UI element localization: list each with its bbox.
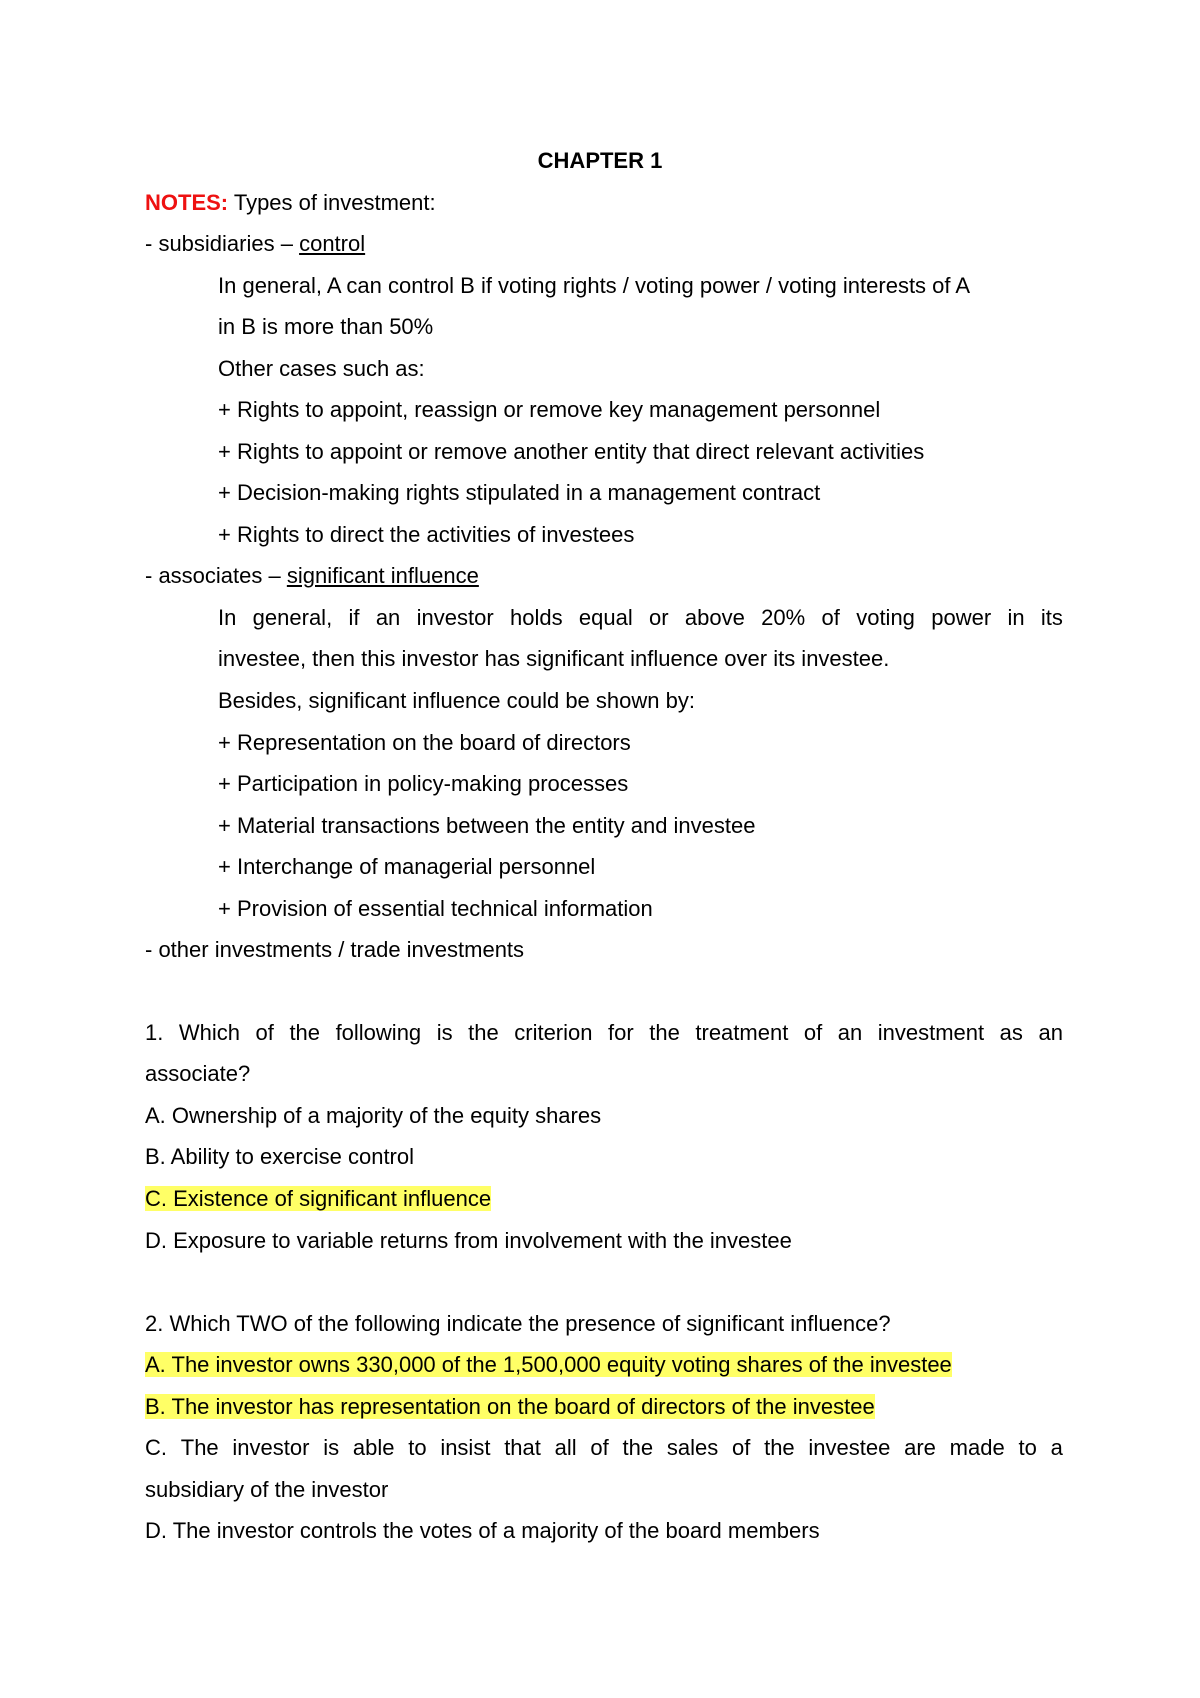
word: that — [504, 1435, 541, 1460]
besides-label: Besides, significant influence could be shown by: — [218, 688, 695, 713]
word: voting — [856, 605, 915, 630]
associates-line-2: investee, then this investor has significant influence over its investee. — [218, 646, 890, 671]
word: the — [468, 1020, 499, 1045]
question-2-option-a — [145, 1351, 952, 1379]
question-1-option-d: D. Exposure to variable returns from involvement with the investee — [145, 1228, 792, 1253]
subsidiaries-heading — [145, 230, 365, 258]
subsidiaries-line-1: In general, A can control B if voting rights / voting power / voting interests of A — [218, 273, 971, 298]
answer-highlight: A. The investor owns 330,000 of the 1,500,000 equity voting shares of the investee — [145, 1352, 952, 1377]
word: in — [1007, 605, 1025, 630]
word: sales — [666, 1435, 719, 1460]
word: investor — [232, 1435, 310, 1460]
subsidiaries-line-2: in B is more than 50% — [218, 314, 434, 339]
word: of — [255, 1020, 274, 1045]
word: power — [931, 605, 992, 630]
word: is — [436, 1020, 453, 1045]
control-bullet: + Decision-making rights stipulated in a management contract — [218, 480, 821, 505]
question-1-option-a: A. Ownership of a majority of the equity shares — [145, 1103, 602, 1128]
word: able — [352, 1435, 395, 1460]
question-1-line-2: associate? — [145, 1061, 251, 1086]
word: 20% — [761, 605, 806, 630]
word: following — [335, 1020, 422, 1045]
word: if — [348, 605, 360, 630]
word: to — [1018, 1435, 1037, 1460]
answer-highlight: C. Existence of significant influence — [145, 1186, 492, 1211]
word: its — [1040, 605, 1063, 630]
control-bullet: + Rights to direct the activities of investees — [218, 522, 635, 547]
associates-line-1 — [218, 604, 1063, 632]
word: of — [590, 1435, 609, 1460]
word: an — [837, 1020, 863, 1045]
question-2-option-c — [145, 1434, 1063, 1462]
word: all — [554, 1435, 577, 1460]
word: insist — [440, 1435, 491, 1460]
word: a — [1050, 1435, 1063, 1460]
word: to — [408, 1435, 427, 1460]
word: the — [764, 1435, 795, 1460]
word: of — [803, 1020, 823, 1045]
word: are — [904, 1435, 936, 1460]
word: for — [608, 1020, 634, 1045]
word: general, — [252, 605, 333, 630]
control-bullet: + Rights to appoint or remove another entity that direct relevant activities — [218, 439, 925, 464]
word: the — [289, 1020, 321, 1045]
word: The — [180, 1435, 219, 1460]
word: C. — [145, 1435, 167, 1460]
associates-heading — [145, 562, 479, 590]
subsidiaries-prefix: - subsidiaries – — [145, 231, 300, 256]
word: is — [323, 1435, 340, 1460]
word: criterion — [514, 1020, 593, 1045]
influence-bullet: + Material transactions between the entity and investee — [218, 813, 756, 838]
chapter-title: CHAPTER 1 — [537, 148, 663, 173]
word: treatment — [695, 1020, 789, 1045]
word: In — [218, 605, 237, 630]
question-2-option-b — [145, 1393, 875, 1421]
word: investee — [808, 1435, 891, 1460]
word: of — [821, 605, 840, 630]
word: as — [999, 1020, 1023, 1045]
word: above — [684, 605, 745, 630]
question-1-line-1 — [145, 1019, 1063, 1047]
word: made — [949, 1435, 1005, 1460]
subsidiaries-keyword: control — [299, 231, 366, 256]
question-2-option-d: D. The investor controls the votes of a majority of the board members — [145, 1518, 820, 1543]
question-1-option-b: B. Ability to exercise control — [145, 1144, 415, 1169]
influence-bullet: + Representation on the board of directors — [218, 730, 631, 755]
notes-heading — [145, 189, 436, 217]
word: investment — [877, 1020, 985, 1045]
word: an — [1038, 1020, 1063, 1045]
word: Which — [178, 1020, 241, 1045]
word: holds — [509, 605, 563, 630]
answer-highlight: B. The investor has representation on the board of directors of the investee — [145, 1394, 875, 1419]
question-2-line-1: 2. Which TWO of the following indicate the presence of significant influence? — [145, 1311, 891, 1336]
notes-label: NOTES: — [145, 190, 229, 215]
control-bullet: + Rights to appoint, reassign or remove key management personnel — [218, 397, 881, 422]
other-cases-label: Other cases such as: — [218, 356, 425, 381]
word: the — [622, 1435, 654, 1460]
question-1-option-c — [145, 1185, 491, 1213]
word: 1. — [145, 1020, 164, 1045]
word: the — [649, 1020, 680, 1045]
question-2-option-c-continued: subsidiary of the investor — [145, 1477, 389, 1502]
influence-bullet: + Provision of essential technical information — [218, 896, 653, 921]
associates-keyword: significant influence — [286, 563, 479, 588]
word: equal — [578, 605, 633, 630]
influence-bullet: + Interchange of managerial personnel — [218, 854, 596, 879]
word: of — [731, 1435, 751, 1460]
word: investor — [416, 605, 494, 630]
notes-intro: Types of investment: — [228, 190, 436, 215]
word: an — [375, 605, 401, 630]
influence-bullet: + Participation in policy-making processes — [218, 771, 629, 796]
other-investments: - other investments / trade investments — [145, 937, 525, 962]
word: or — [649, 605, 669, 630]
associates-prefix: - associates – — [145, 563, 287, 588]
